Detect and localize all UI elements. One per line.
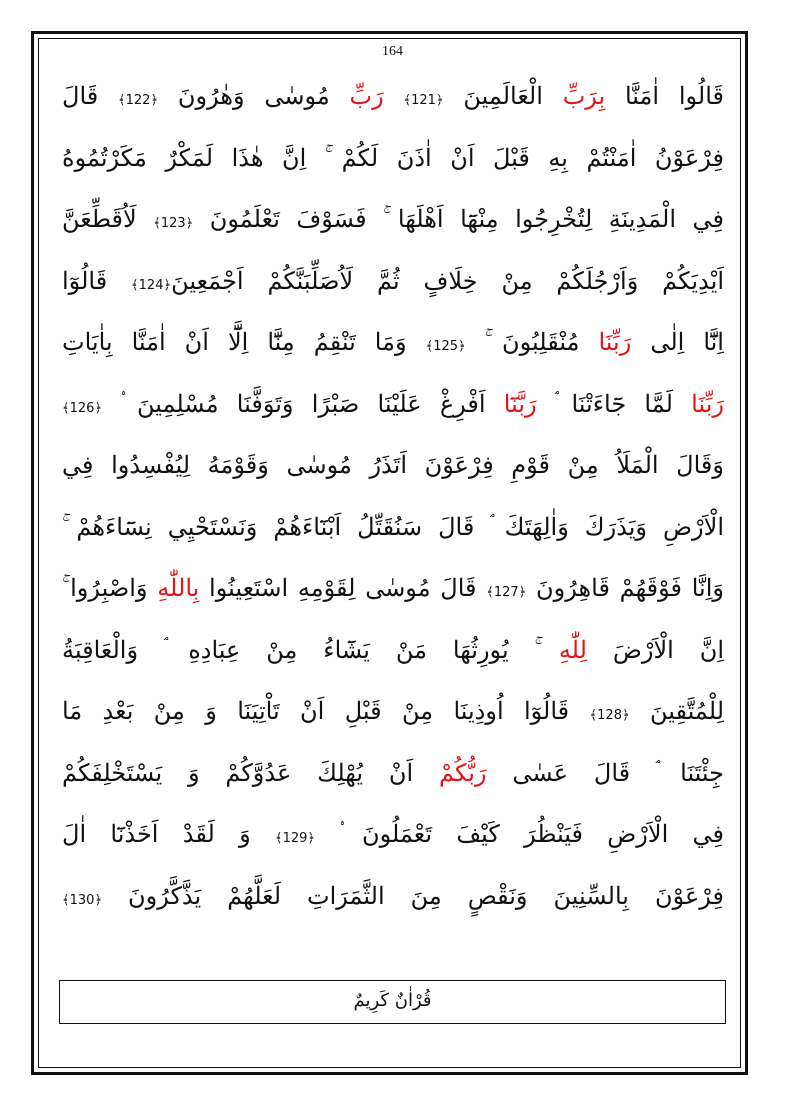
verse-text: قَالُوا اٰمَنَّا	[605, 82, 724, 110]
text-line	[62, 189, 724, 251]
footer-title: قُرْاٰنٌ كَرِيمٌ	[353, 990, 432, 1011]
verse-text	[384, 82, 404, 110]
ayah-number: ﴿129﴾	[274, 831, 316, 846]
page-number: 164	[382, 44, 403, 59]
text-line	[62, 312, 724, 374]
verse-text: وَاصْبِرُوا ۚ	[62, 574, 158, 602]
verse-text: وَقَالَ الْمَلَاُ مِنْ قَوْمِ فِرْعَوْنَ اَتَذَرُ مُوسٰى وَقَوْمَهُ لِيُفْسِدُوا فِي	[62, 451, 724, 479]
divine-name-highlight: رَبِّنَا	[691, 389, 724, 418]
text-line	[62, 251, 724, 313]
divine-name-highlight: رَبِّنَا	[598, 328, 632, 356]
verse-text: اَفْرِغْ عَلَيْنَا صَبْرًا وَتَوَفَّنَا مُسْلِمِينَ ۟	[102, 389, 504, 418]
divine-name-highlight: رَبَّنَٓا	[503, 389, 537, 418]
verse-text: فِي الْمَدِينَةِ لِتُخْرِجُوا مِنْهَٓا اَهْلَهَا ۚ فَسَوْفَ تَعْلَمُونَ	[193, 205, 724, 233]
verse-text: الْاَرْضِ وَيَذَرَكَ وَاٰلِهَتَكَ ۘ قَالَ سَنُقَتِّلُ اَبْنَٓاءَهُمْ وَنَسْتَحْيِي نِسَٓاءَهُمْ ۚ	[62, 512, 724, 541]
text-line	[62, 743, 724, 805]
verse-text: قَالُوٓا اُوذِينَا مِنْ قَبْلِ اَنْ تَاْتِيَنَا وَ مِنْ بَعْدِ مَا	[62, 697, 590, 725]
divine-name-highlight: رَبُّكُمْ	[438, 758, 487, 787]
text-line	[62, 497, 724, 559]
verse-text: فِرْعَوْنُ اٰمَنْتُمْ بِهِ قَبْلَ اَنْ اٰذَنَ لَكُمْ ۚ اِنَّ هٰذَا لَمَكْرٌ مَكَرْتُمُوهُ	[62, 143, 724, 172]
verse-text: لَاُقَطِّعَنَّ	[62, 205, 154, 233]
text-line	[62, 66, 724, 128]
text-line	[62, 866, 724, 928]
verse-text: لِلْمُتَّقِينَ	[629, 697, 724, 725]
verse-text: جِئْتَنَا ۘ قَالَ عَسٰى	[486, 758, 724, 787]
text-line	[62, 681, 724, 743]
verse-text: مُنْقَلِبُونَ ۚ	[465, 328, 599, 356]
verse-text: قَالَ مُوسٰى لِقَوْمِهِ اسْتَعِينُوا	[199, 574, 487, 602]
verse-text: اِنَّٓا اِلٰى	[631, 328, 724, 356]
verse-text: لَمَّا جَٓاءَتْنَا ۘ	[536, 389, 692, 418]
verse-text: فِي الْاَرْضِ فَيَنْظُرَ كَيْفَ تَعْمَلُونَ ۟	[315, 820, 724, 848]
ayah-number: ﴿124﴾	[131, 277, 172, 293]
verse-text: ۚ يُورِثُهَا مَنْ يَشَٓاءُ مِنْ عِبَادِهِ ۘ وَالْعَاقِبَةُ	[62, 635, 559, 664]
verse-text: وَاِنَّا فَوْقَهُمْ قَاهِرُونَ	[526, 574, 724, 602]
verse-text: وَ لَقَدْ اَخَذْنَٓا اٰلَ	[62, 820, 275, 848]
verse-text: اَنْ يُهْلِكَ عَدُوَّكُمْ وَ يَسْتَخْلِفَكُمْ	[62, 758, 439, 787]
divine-name-highlight: بِاللّٰهِ	[157, 574, 200, 602]
divine-name-highlight: بِرَبِّ	[562, 82, 606, 110]
verse-text: وَمَا تَنْقِمُ مِنَّٓا اِلَّٓا اَنْ اٰمَنَّا بِاٰيَاتِ	[62, 328, 426, 356]
ayah-number: ﴿123﴾	[153, 216, 194, 231]
verse-text: اِنَّ الْاَرْضَ	[586, 635, 724, 664]
divine-name-highlight: لِلّٰهِ	[558, 635, 587, 664]
text-line	[62, 435, 724, 497]
verse-text: فِرْعَوْنَ بِالسِّنِينَ وَنَقْصٍ مِنَ الثَّمَرَاتِ لَعَلَّهُمْ يَذَّكَّرُونَ	[102, 881, 724, 910]
quran-text-block	[62, 66, 724, 927]
ayah-number: ﴿130﴾	[62, 892, 103, 908]
footer-box	[59, 980, 726, 1024]
ayah-number: ﴿127﴾	[486, 585, 527, 600]
text-line	[62, 620, 724, 682]
ayah-number: ﴿122﴾	[118, 93, 159, 108]
text-line	[62, 128, 724, 190]
verse-text: مُوسٰى وَهٰرُونَ	[158, 82, 350, 110]
verse-text: اَيْدِيَكُمْ وَاَرْجُلَكُمْ مِنْ خِلَافٍ ثُمَّ لَاُصَلِّبَنَّكُمْ اَجْمَعِينَ	[171, 266, 724, 295]
ayah-number: ﴿121﴾	[403, 93, 444, 108]
verse-text: قَالَ	[62, 82, 119, 110]
ayah-number: ﴿126﴾	[62, 400, 103, 416]
text-line	[62, 374, 724, 436]
ayah-number: ﴿125﴾	[425, 339, 466, 354]
ayah-number: ﴿128﴾	[589, 708, 630, 723]
text-line	[62, 804, 724, 866]
divine-name-highlight: رَبِّ	[349, 82, 384, 110]
text-line	[62, 558, 724, 620]
verse-text: قَالُوٓا	[62, 266, 132, 295]
verse-text: الْعَالَمِينَ	[443, 82, 563, 110]
